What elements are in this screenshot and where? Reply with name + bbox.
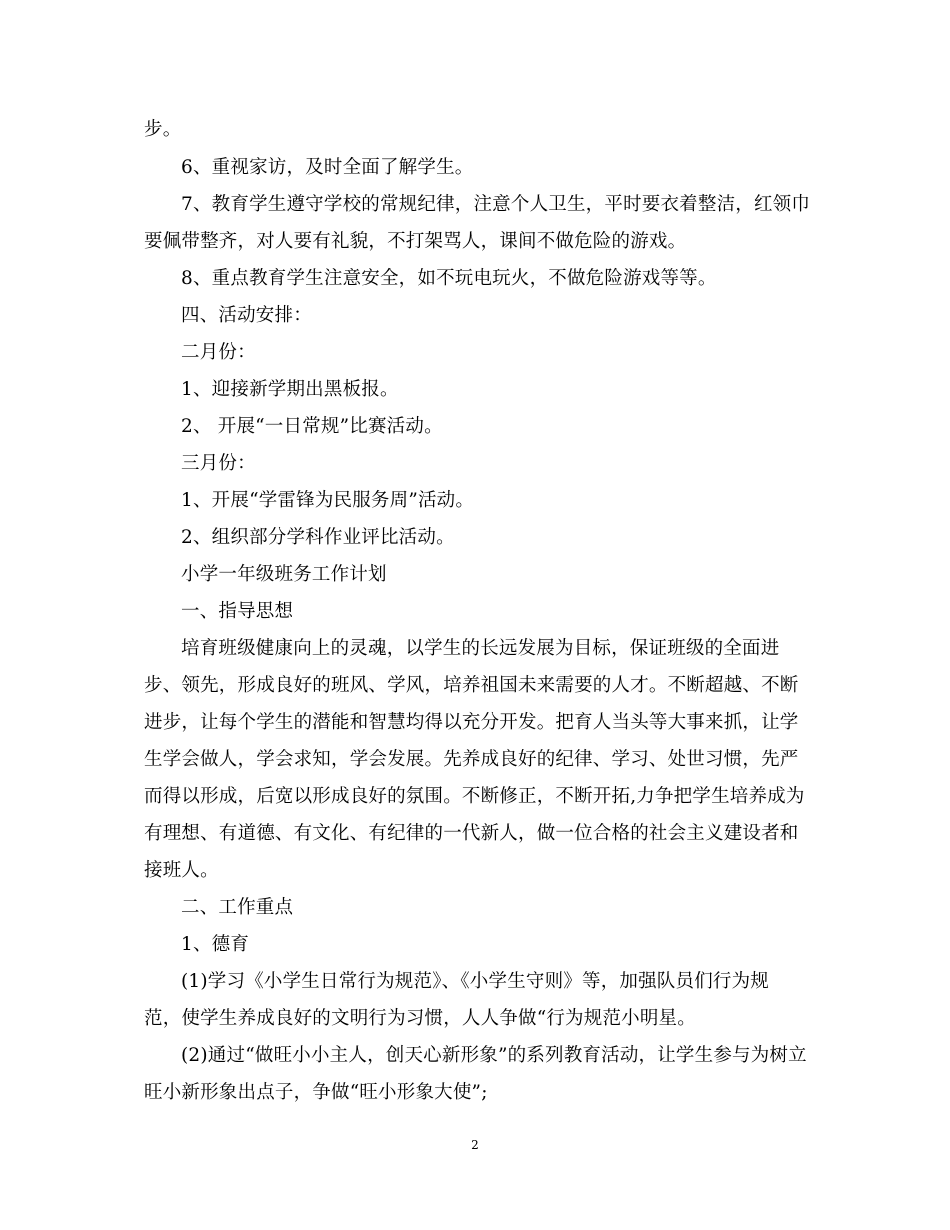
document-title: 小学一年级班务工作计划	[181, 564, 387, 585]
text-line: 进步，让每个学生的潜能和智慧均得以充分开发。把育人当头等大事来抓，让学	[144, 712, 799, 733]
text-line: 步。	[144, 119, 182, 140]
text-line: 1、迎接新学期出黑板报。	[181, 379, 399, 400]
text-line: 有理想、有道德、有文化、有纪律的一代新人，做一位合格的社会主义建设者和	[144, 823, 799, 844]
page-number: 2	[471, 1138, 479, 1152]
section-heading: 二、工作重点	[181, 897, 294, 918]
text-line: 6、重视家访，及时全面了解学生。	[181, 157, 474, 178]
text-line: 接班人。	[144, 860, 219, 881]
text-line: 培育班级健康向上的灵魂，以学生的长远发展为目标，保证班级的全面进	[181, 638, 780, 659]
text-line: 而得以形成，后宽以形成良好的氛围。不断修正，不断开拓,力争把学生培养成为	[144, 786, 805, 807]
text-line: 旺小新形象出点子，争做“旺小形象大使”;	[144, 1082, 488, 1103]
text-line: 2、组织部分学科作业评比活动。	[181, 527, 455, 548]
text-line: 生学会做人，学会求知，学会发展。先养成良好的纪律、学习、处世习惯，先严	[144, 749, 799, 770]
text-line: 8、重点教育学生注意安全，如不玩电玩火，不做危险游戏等等。	[181, 268, 717, 289]
section-heading: 四、活动安排：	[181, 305, 312, 326]
subsection-heading: 1、德育	[181, 934, 250, 955]
text-line: 要佩带整齐，对人要有礼貌，不打架骂人，课间不做危险的游戏。	[144, 231, 687, 252]
month-heading: 二月份：	[181, 342, 256, 363]
text-line: 1、开展“学雷锋为民服务周”活动。	[181, 490, 475, 511]
text-line: (1)学习《小学生日常行为规范》、《小学生守则》等，加强队员们行为规	[181, 971, 770, 992]
text-line: 范，使学生养成良好的文明行为习惯，人人争做“行为规范小明星。	[144, 1008, 696, 1029]
text-line: 2、 开展“一日常规”比赛活动。	[181, 416, 443, 437]
text-line: 7、教育学生遵守学校的常规纪律，注意个人卫生，平时要衣着整洁，红领巾	[181, 194, 811, 215]
section-heading: 一、指导思想	[181, 601, 294, 622]
text-line: 步、领先，形成良好的班风、学风，培养祖国未来需要的人才。不断超越、不断	[144, 675, 799, 696]
month-heading: 三月份：	[181, 453, 256, 474]
text-line: (2)通过“做旺小小主人，创天心新形象”的系列教育活动，让学生参与为树立	[181, 1045, 807, 1066]
